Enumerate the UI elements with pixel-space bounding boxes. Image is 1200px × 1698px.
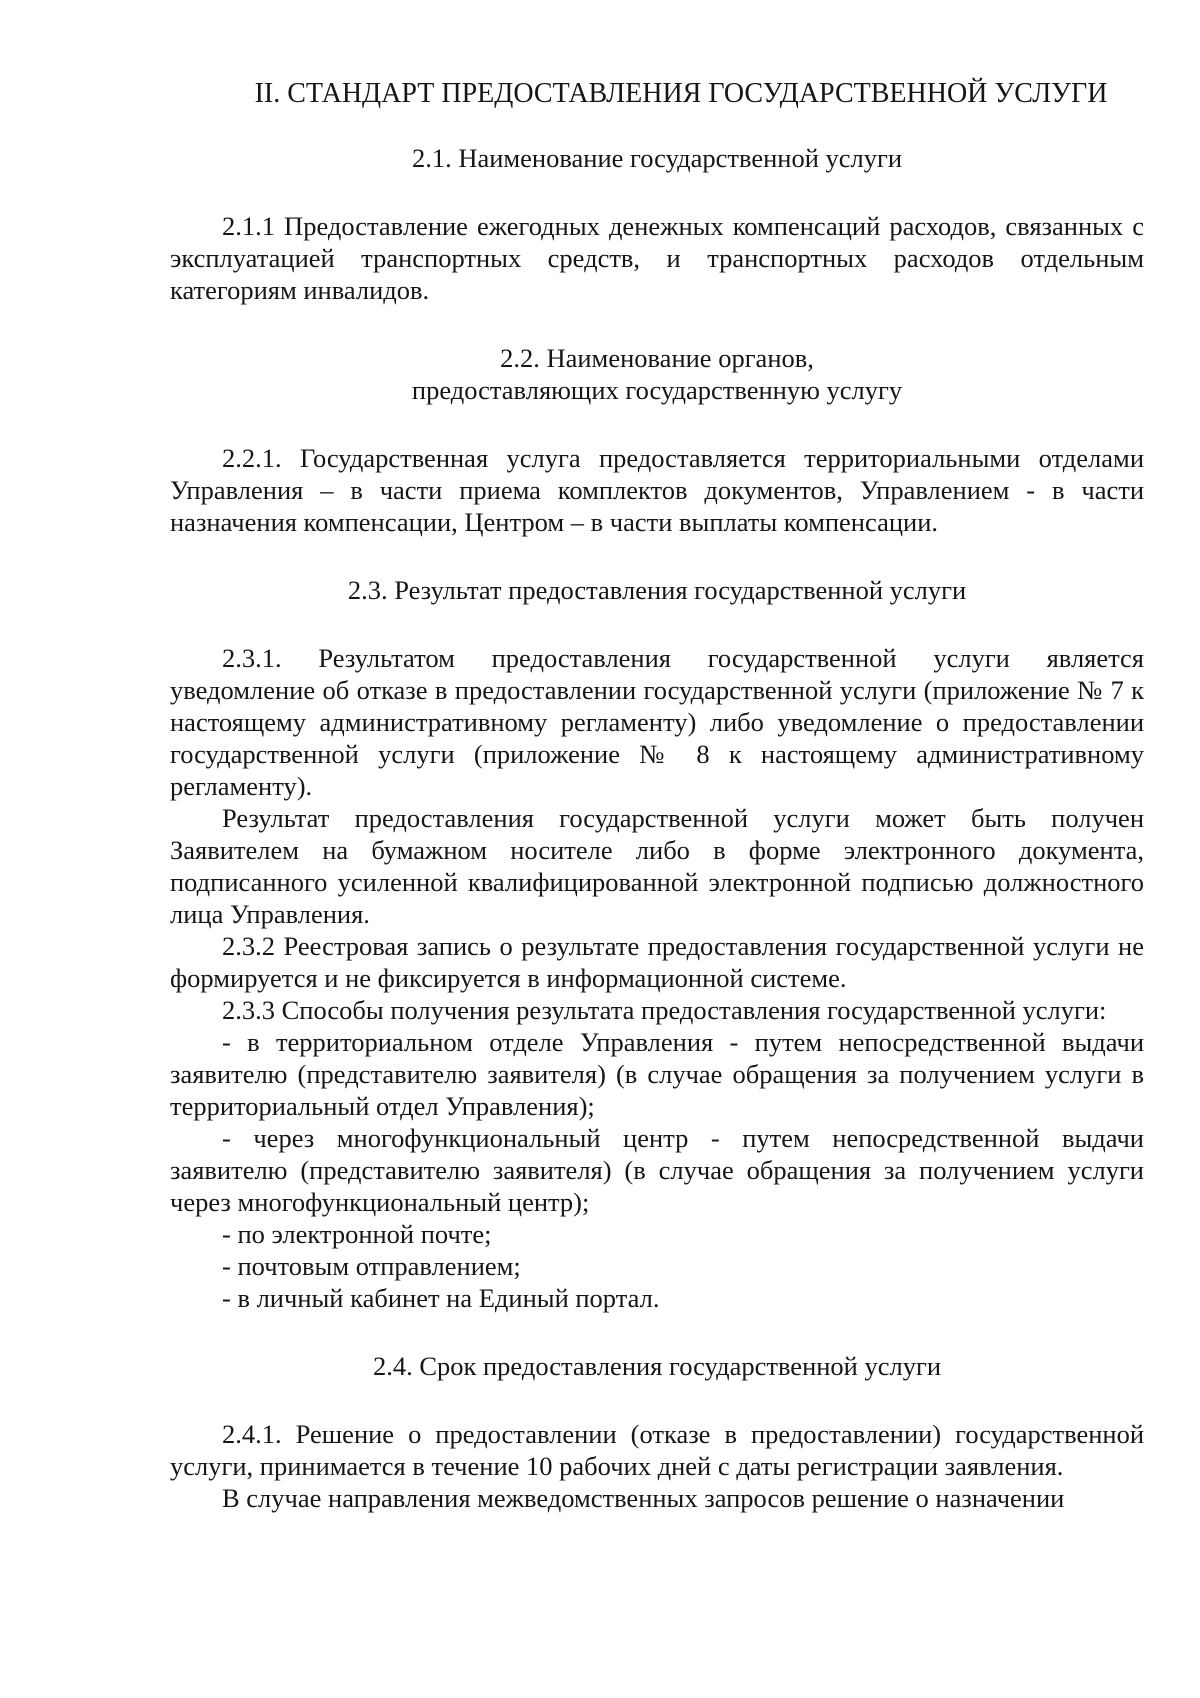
list-item: - в личный кабинет на Единый портал.: [222, 1283, 660, 1313]
document-page: [170, 78, 1144, 1514]
section-heading-2-1: 2.1. Наименование государственной услуги: [411, 143, 903, 173]
section-heading-2-3: 2.3. Результат предоставления государственной услуги: [347, 575, 967, 605]
result-methods-list: [170, 1026, 1144, 1314]
paragraph-2-3-1-result: Результат предоставления государственной услуги может быть получен Заявителем на бумажном носителе либо в форме электронного документа, подписанного усиленной квалифицированной электронной подписью должностного лица Управления.: [170, 803, 1144, 929]
paragraph-2-1-1: 2.1.1 Предоставление ежегодных денежных компенсаций расходов, связанных с эксплуатацией транспортных средств, и транспортных расходов отдельным категориям инвалидов.: [170, 211, 1144, 305]
section-heading-2-4: 2.4. Срок предоставления государственной услуги: [372, 1351, 942, 1381]
paragraph-2-2-1: 2.2.1. Государственная услуга предоставляется территориальными отделами Управления – в части приема комплектов документов, Управлением - в части назначения компенсации, Центром – в части выплаты компенсации.: [170, 443, 1144, 537]
paragraph-2-3-3: 2.3.3 Способы получения результата предоставления государственной услуги:: [222, 995, 1107, 1025]
list-item: - по электронной почте;: [222, 1219, 492, 1249]
list-item: - в территориальном отделе Управления - путем непосредственной выдачи заявителю (представителю заявителя) (в случае обращения за получением услуги в территориальный отдел Управления);: [170, 1027, 1144, 1121]
paragraph-2-4-1: 2.4.1. Решение о предоставлении (отказе в предоставлении) государственной услуги, принимается в течение 10 рабочих дней с даты регистрации заявления.: [170, 1419, 1144, 1481]
paragraph-2-3-2: 2.3.2 Реестровая запись о результате предоставления государственной услуги не формируется и не фиксируется в информационной системе.: [170, 931, 1144, 993]
list-item: - почтовым отправлением;: [222, 1251, 521, 1281]
section-heading-2-2-line2: предоставляющих государственную услугу: [411, 375, 903, 405]
document-title: II. СТАНДАРТ ПРЕДОСТАВЛЕНИЯ ГОСУДАРСТВЕННОЙ УСЛУГИ: [254, 78, 1108, 109]
paragraph-2-3-1: 2.3.1. Результатом предоставления государственной услуги является уведомление об отказе в предоставлении государственной услуги (приложение № 7 к настоящему административному регламенту) либо уведомление о предоставлении государственной услуги (приложение № 8 к настоящему административному регламенту).: [170, 643, 1144, 801]
section-heading-2-2-line1: 2.2. Наименование органов,: [500, 343, 814, 373]
paragraph-2-4-1-cont: В случае направления межведомственных запросов решение о назначении: [222, 1483, 1065, 1513]
list-item: - через многофункциональный центр - путем непосредственной выдачи заявителю (представителю заявителя) (в случае обращения за получением услуги через многофункциональный центр);: [170, 1123, 1144, 1217]
